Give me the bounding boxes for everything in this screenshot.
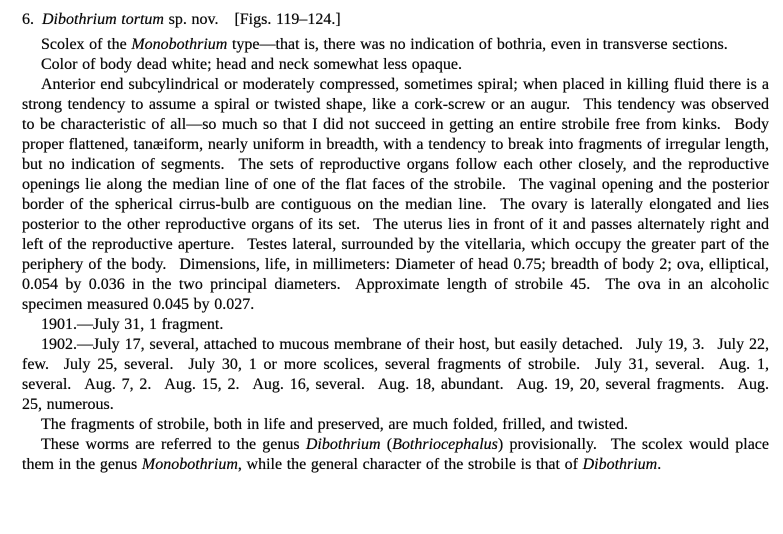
- paragraph-record-1902: [22, 335, 769, 415]
- text-segment: Color of body dead white; head and neck somewhat less opaque.: [41, 56, 462, 73]
- italic-text-segment: Monobothrium: [141, 456, 238, 473]
- text-segment: 1901.—July 31, 1 fragment.: [41, 316, 224, 333]
- species-heading: [22, 10, 769, 30]
- text-segment: Anterior end subcylindrical or moderately compressed, sometimes spiral; when placed in killing fluid there is a strong tendency to assume a spiral or twisted shape, like a cork-screw or an augur. This tendency was observed to be characteristic of all—so much so that I did not succeed in getting an entire strobile free from kinks. Body proper flattened, tanæiform, nearly uniform in breadth, with a tendency to break into fragments of irregular length, but no indication of segments. The sets of reproductive organs follow each other closely, and the reproductive openings lie along the median line of one of the flat faces of the strobile. The vaginal opening and the posterior border of the spherical cirrus-bulb are contiguous on the median line. The ovary is laterally elongated and lies posterior to the other reproductive organs of its set. The uterus lies in front of it and passes alternately right and left of the reproductive aperture. Testes lateral, surrounded by the vitellaria, which occupy the greater part of the periphery of the body. Dimensions, life, in millimeters: Diameter of head 0.75; breadth of body 2; ova, elliptical, 0.054 by 0.036 in the two principal diameters. Approximate length of strobile 45. The ova in an alcoholic specimen measured 0.045 by 0.027.: [22, 76, 769, 313]
- paragraph-record-1901: [22, 315, 769, 335]
- paragraph-scolex: [22, 35, 769, 55]
- text-segment: .: [657, 456, 662, 473]
- text-segment: 1902.—July 17, several, attached to mucous membrane of their host, but easily detached. July 19, 3. July 22, few. July 25, several. July 30, 1 or more scolices, several fragments of strobile. July 31, several. Aug. 1, several. Aug. 7, 2. Aug. 15, 2. Aug. 16, several. Aug. 18, abundant. Aug. 19, 20, several fragments. Aug. 25, numerous.: [22, 336, 769, 413]
- text-segment: Scolex of the: [41, 36, 132, 53]
- text-segment: 6.: [22, 11, 42, 28]
- paragraph-color: [22, 55, 769, 75]
- text-segment: The fragments of strobile, both in life and preserved, are much folded, frilled, and twisted.: [41, 416, 628, 433]
- paragraph-fragments: [22, 415, 769, 435]
- text-segment: ) provisionally. The scolex would place them in the genus: [22, 436, 770, 473]
- italic-text-segment: Dibothrium: [582, 456, 658, 473]
- italic-text-segment: Monobothrium: [131, 36, 228, 53]
- paragraph-description: [22, 75, 769, 315]
- italic-text-segment: Dibothrium tortum: [42, 11, 164, 28]
- document-body: [22, 10, 769, 475]
- paragraph-genus-discussion: [22, 435, 769, 475]
- text-segment: These worms are referred to the genus: [41, 436, 306, 453]
- text-segment: type—that is, there was no indication of bothria, even in transverse sections.: [227, 36, 728, 53]
- italic-text-segment: Bothriocephalus: [392, 436, 498, 453]
- text-segment: , while the general character of the strobile is that of: [237, 456, 583, 473]
- text-segment: sp. nov. [Figs. 119–124.]: [163, 11, 341, 28]
- italic-text-segment: Dibothrium: [305, 436, 381, 453]
- text-segment: (: [380, 436, 393, 453]
